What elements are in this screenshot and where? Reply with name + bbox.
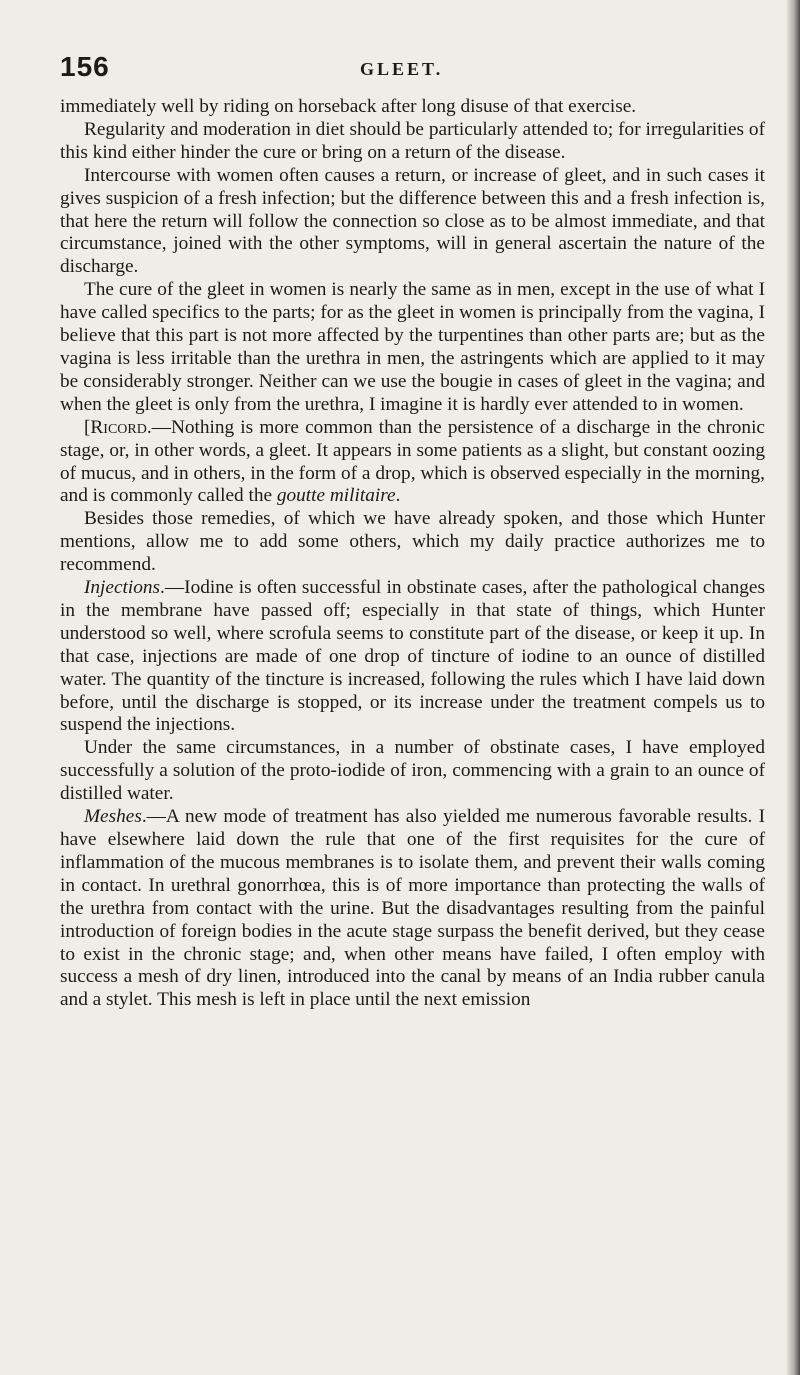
- section-heading-injections: Injections: [84, 577, 161, 599]
- body-text: [60, 96, 765, 1012]
- author-name: Ricord: [90, 416, 147, 438]
- paragraph-ricord: [Ricord.—Nothing is more common than the persistence of a discharge in the chronic stage, or, in other words, a gleet. It appears in some patients as a slight, but constant oozing of mucus, and in others, in the form of a drop, which is observed especially in the morning, and is commonly called the goutte militaire.: [60, 416, 765, 507]
- paragraph-injections: Injections.—Iodine is often successful in obstinate cases, after the pathological changes in the membrane have passed off; especially in that state of things, which Hunter understood so well, where scrofula seems to constitute part of the disease, or keep it up. In that case, injections are made of one drop of tincture of iodine to an ounce of distilled water. The quantity of the tincture is increased, following the rules which I have laid down before, until the discharge is stopped, or its increase under the treatment compels us to suspend the injections.: [60, 577, 765, 736]
- page-number: 156: [60, 51, 110, 82]
- page-header: [60, 50, 770, 84]
- paragraph-proto-iodide: Under the same circumstances, in a number of obstinate cases, I have employed successfully a solution of the proto-iodide of iron, commencing with a grain to an ounce of distilled water.: [60, 737, 765, 805]
- paragraph-continuation: immediately well by riding on horseback after long disuse of that exercise.: [60, 96, 637, 117]
- paragraph-remedies: Besides those remedies, of which we have already spoken, and those which Hunter mentions, allow me to add some others, which my daily practice authorizes me to recommend.: [60, 508, 765, 576]
- paragraph-diet: Regularity and moderation in diet should be particularly attended to; for irregularities of this kind either hinder the cure or bring on a return of the disease.: [60, 118, 765, 163]
- paragraph-meshes: Meshes.—A new mode of treatment has also yielded me numerous favorable results. I have elsewhere laid down the rule that one of the first requisites for the cure of inflammation of the mucous membranes is to isolate them, and prevent their walls coming in contact. In urethral gonorrhœa, this is of more importance than protecting the walls of the urethra from contact with the urine. But the disadvantages resulting from the painful introduction of foreign bodies in the acute stage surpass the benefit derived, but they cease to exist in the chronic stage; and, when other means have failed, I often employ with success a mesh of dry linen, introduced into the canal by means of an India rubber canula and a stylet. This mesh is left in place until the next emission: [60, 806, 765, 1011]
- page-edge-shadow: [786, 0, 800, 1375]
- section-heading-meshes: Meshes: [84, 806, 142, 828]
- paragraph-intercourse: Intercourse with women often causes a return, or increase of gleet, and in such cases it gives suspicion of a fresh infection; but the difference between this and a fresh infection is, that here the return will follow the connection so close as to be almost immediate, and that circumstance, joined with the other symptoms, will in general ascertain the nature of the discharge.: [60, 164, 765, 278]
- paragraph-women: The cure of the gleet in women is nearly the same as in men, except in the use of what I have called specifics to the parts; for as the gleet in women is principally from the vagina, I believe that this part is not more affected by the turpentines than other parts are; but as the vagina is less irritable than the urethra in men, the astringents which are applied to it may be considerably stronger. Neither can we use the bougie in cases of gleet in the vagina; and when the gleet is only from the urethra, I imagine it is hardly ever attended to in women.: [60, 279, 765, 415]
- running-head: GLEET.: [360, 59, 444, 79]
- italic-term: goutte militaire: [276, 485, 396, 507]
